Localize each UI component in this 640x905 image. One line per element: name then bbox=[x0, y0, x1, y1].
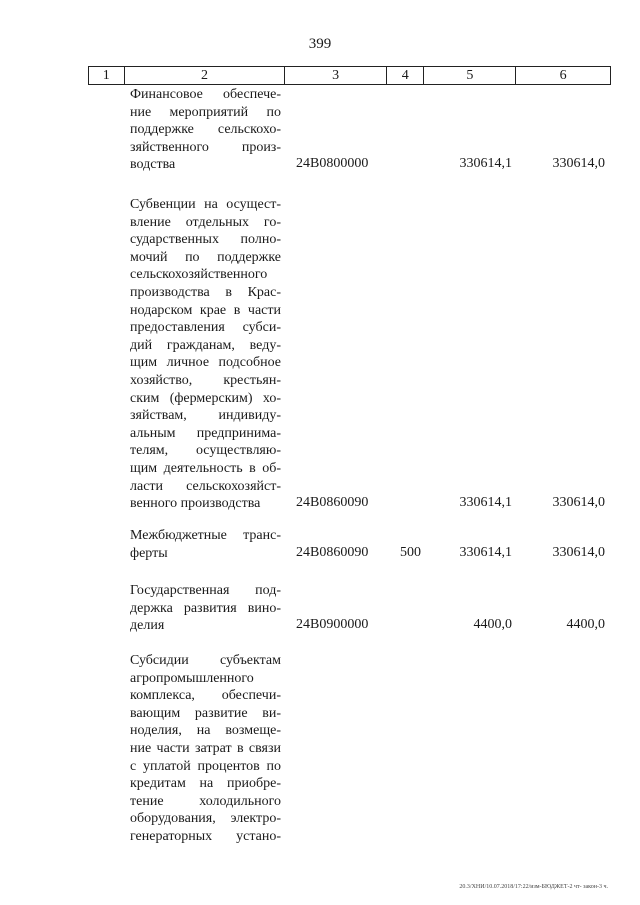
row-expense-type: 500 bbox=[400, 544, 421, 560]
description-line: хозяйство, крестьян- bbox=[130, 372, 281, 388]
row-description bbox=[130, 652, 281, 846]
page-number: 399 bbox=[308, 36, 332, 52]
description-line: альным предпринима- bbox=[130, 425, 281, 441]
description-line: дий гражданам, веду- bbox=[130, 337, 281, 353]
description-line: сельскохозяйственного bbox=[130, 267, 268, 283]
row-description bbox=[130, 196, 281, 513]
description-line: Субсидии субъектам bbox=[130, 653, 281, 668]
row-value-2018: 4400,0 bbox=[473, 617, 512, 633]
footer-stamp: 20.3/ХНИ/10.07.2018/17:22/изм-БЮДЖЕТ-2 чт- закон-3 ч. bbox=[459, 884, 608, 890]
description-line: мочий по поддержке bbox=[130, 249, 281, 265]
description-line: телям, осуществляю- bbox=[130, 443, 281, 459]
description-line: ноделия, на возмеще- bbox=[130, 723, 281, 739]
description-line: ферты bbox=[130, 545, 168, 561]
description-line: венного производства bbox=[130, 496, 261, 512]
column-header-1: 1 bbox=[89, 67, 125, 85]
description-line: генераторных устано- bbox=[130, 828, 281, 844]
description-line: агропромышленного bbox=[130, 670, 254, 686]
description-line: ние части затрат в связи bbox=[130, 740, 281, 756]
description-line: Межбюджетные транс- bbox=[130, 528, 281, 543]
column-header-5: 5 bbox=[424, 67, 516, 85]
column-header-4: 4 bbox=[386, 67, 424, 85]
column-header-2: 2 bbox=[124, 67, 285, 85]
description-line: Финансовое обеспече- bbox=[130, 87, 281, 102]
row-description bbox=[130, 582, 281, 635]
column-header-3: 3 bbox=[285, 67, 387, 85]
description-line: ласти сельскохозяйст- bbox=[130, 478, 281, 494]
row-code: 24В0860090 bbox=[296, 544, 369, 560]
description-line: комплекса, обеспечи- bbox=[130, 688, 281, 704]
description-line: Субвенции на осущест- bbox=[130, 197, 281, 212]
row-code: 24В0800000 bbox=[296, 156, 369, 172]
column-header-6: 6 bbox=[516, 67, 611, 85]
row-description bbox=[130, 527, 281, 562]
description-line: кредитам на приобре- bbox=[130, 776, 281, 792]
description-line: тение холодильного bbox=[130, 793, 281, 809]
description-line: производства в Крас- bbox=[130, 284, 281, 300]
row-value-2018: 330614,1 bbox=[459, 544, 512, 560]
column-header-row bbox=[88, 66, 611, 85]
description-line: зяйственного произ- bbox=[130, 139, 281, 155]
description-line: оборудования, электро- bbox=[130, 811, 281, 827]
description-line: щим деятельность в об- bbox=[130, 460, 281, 476]
row-code: 24В0860090 bbox=[296, 495, 369, 511]
row-code: 24В0900000 bbox=[296, 617, 369, 633]
description-line: сударственных полно- bbox=[130, 232, 281, 248]
row-value-2019: 330614,0 bbox=[552, 544, 605, 560]
description-line: ским (фермерским) хо- bbox=[130, 390, 281, 406]
row-value-2018: 330614,1 bbox=[459, 156, 512, 172]
description-line: ние мероприятий по bbox=[130, 104, 281, 120]
description-line: делия bbox=[130, 618, 165, 634]
description-line: предоставления субси- bbox=[130, 320, 281, 336]
description-line: с уплатой процентов по bbox=[130, 758, 281, 774]
description-line: держка развития вино- bbox=[130, 600, 281, 616]
description-line: нодарском крае в части bbox=[130, 302, 281, 318]
row-description bbox=[130, 86, 281, 174]
row-value-2019: 330614,0 bbox=[552, 495, 605, 511]
description-line: Государственная под- bbox=[130, 583, 281, 598]
description-line: щим личное подсобное bbox=[130, 355, 281, 371]
description-line: зяйствам, индивиду- bbox=[130, 408, 281, 424]
description-line: вление отдельных го- bbox=[130, 214, 281, 230]
description-line: водства bbox=[130, 157, 176, 173]
row-value-2018: 330614,1 bbox=[459, 495, 512, 511]
row-value-2019: 4400,0 bbox=[566, 617, 605, 633]
description-line: поддержке сельскохо- bbox=[130, 122, 281, 138]
row-value-2019: 330614,0 bbox=[552, 156, 605, 172]
description-line: вающим развитие ви- bbox=[130, 705, 281, 721]
